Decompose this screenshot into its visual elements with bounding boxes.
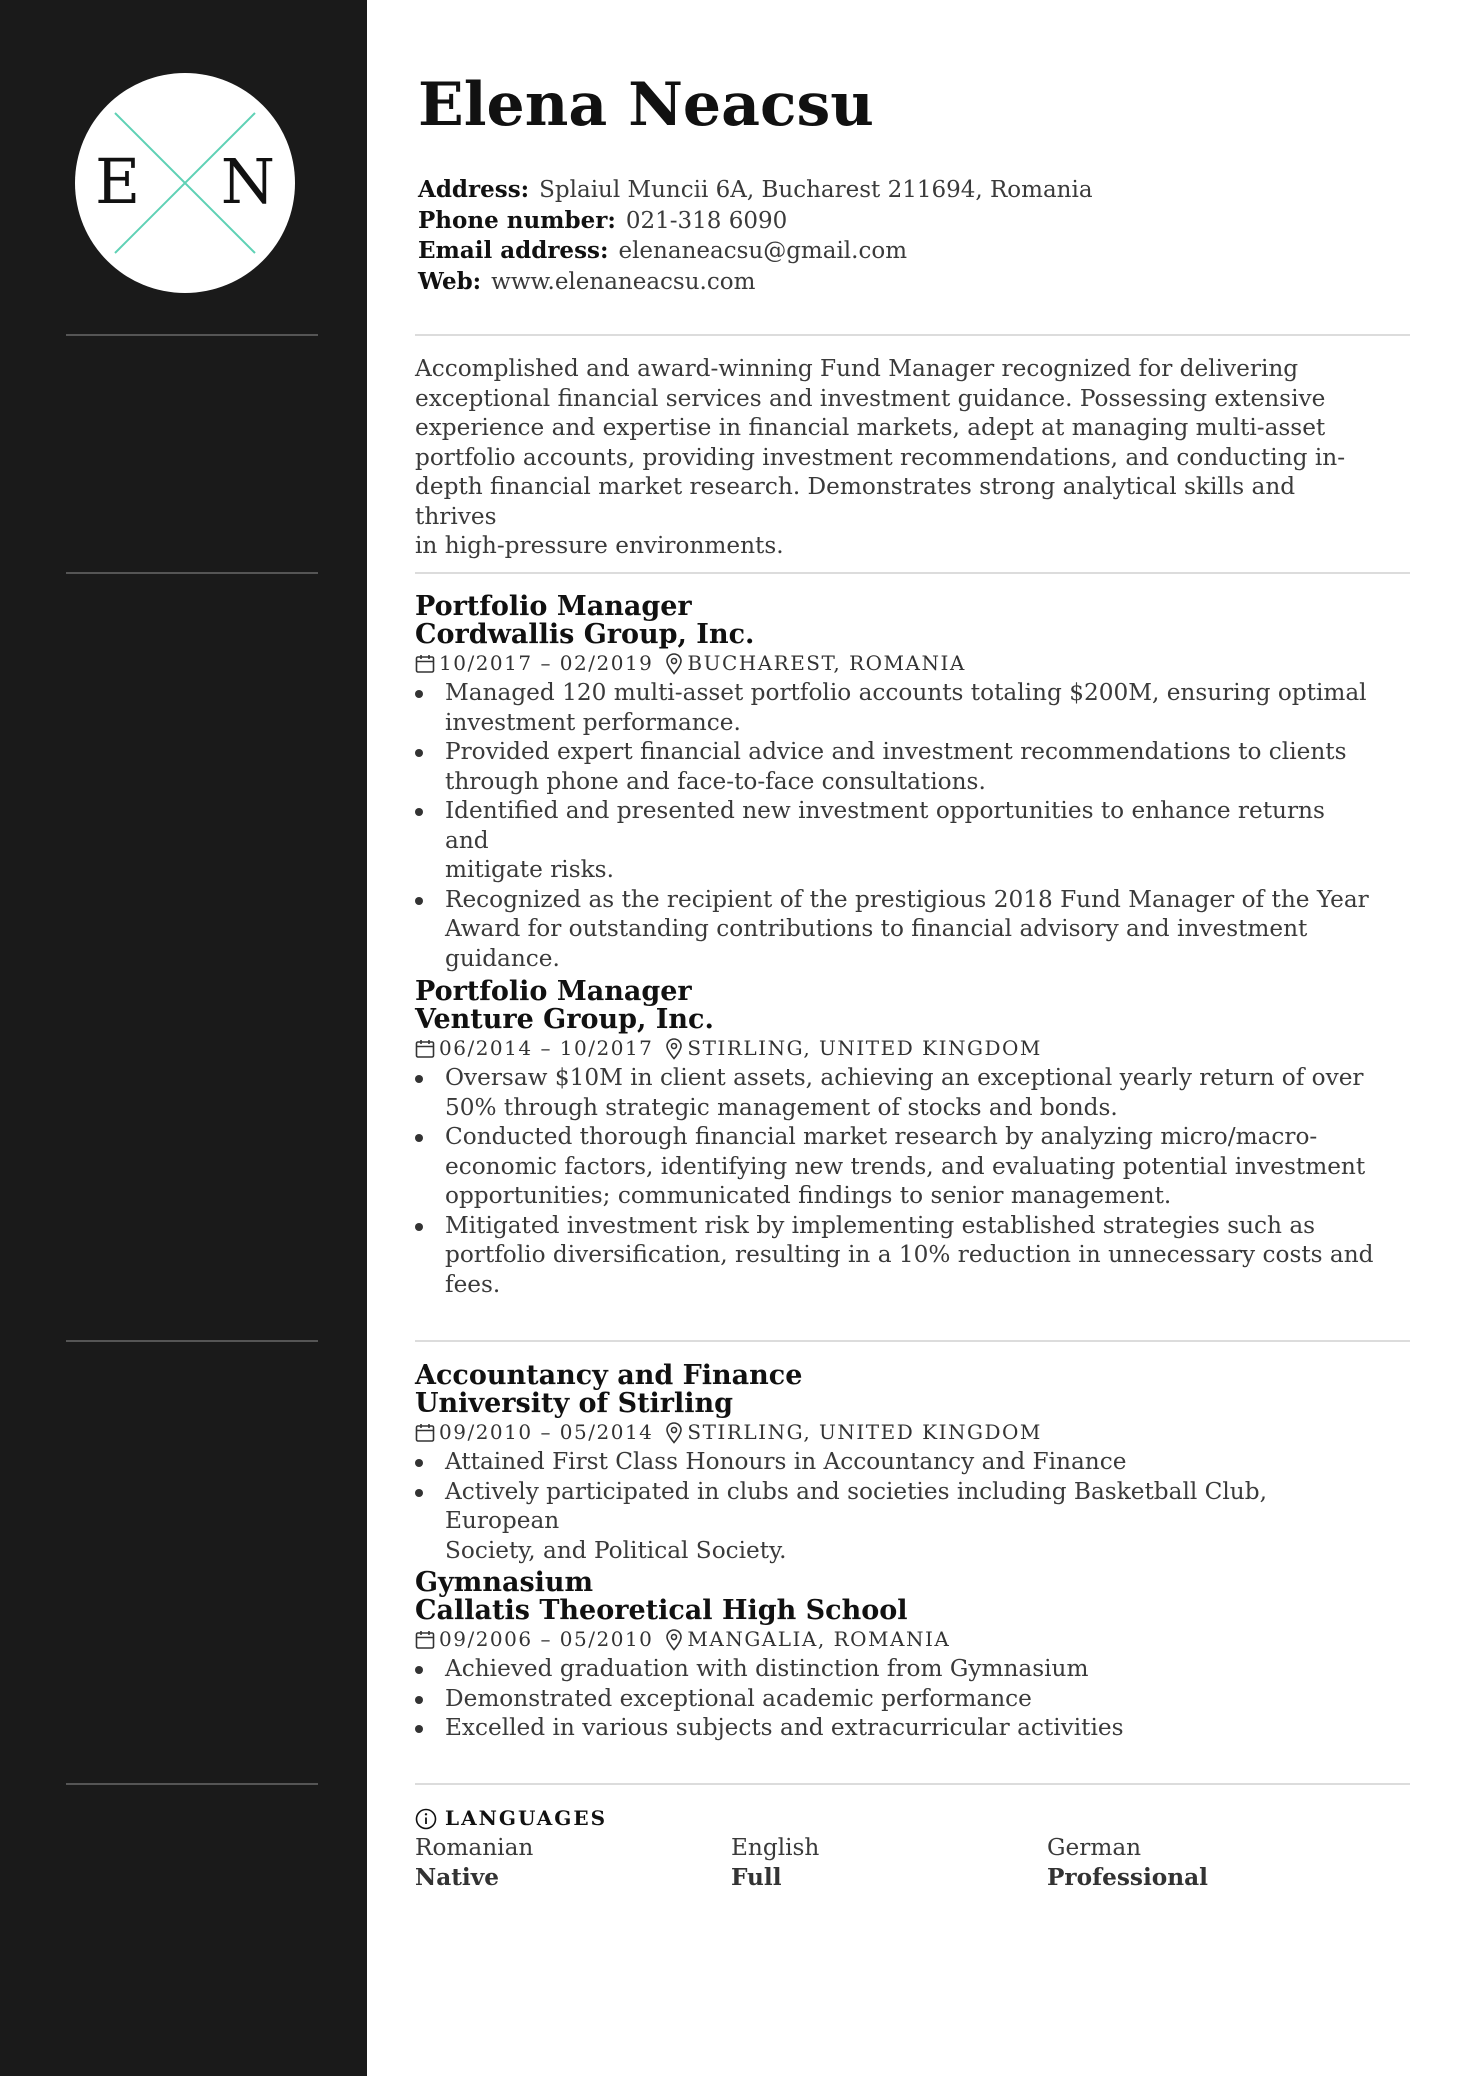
monogram-letter-right: N [220,144,275,218]
bullet-line: guidance. [445,944,560,972]
degree-title: Accountancy and Finance [415,1360,803,1391]
profile-section [415,354,1375,561]
profile-line: in high-pressure environments. [415,532,784,559]
school-name: Callatis Theoretical High School [415,1595,908,1626]
bullet-line: Recognized as the recipient of the prestigious 2018 Fund Manager of the Year [445,885,1369,913]
bullet-line: Attained First Class Honours in Accountancy and Finance [445,1448,1127,1475]
calendar-icon [415,1039,435,1059]
bullet-line: Award for outstanding contributions to financial advisory and investment [445,915,1308,942]
monogram [75,73,295,293]
language-level: Native [415,1863,499,1891]
section-divider [415,334,1410,336]
monogram-letter-left: E [95,144,141,218]
profile-line: Accomplished and award-winning Fund Manager recognized for delivering [415,355,1299,382]
entry-location: STIRLING, UNITED KINGDOM [687,1036,1042,1060]
contact-label: Web: [418,267,482,295]
employer: Cordwallis Group, Inc. [415,619,755,650]
contact-row-email [418,236,1093,267]
job-title: Portfolio Manager [415,976,692,1007]
list-item [415,678,1375,737]
language-level: Professional [1047,1863,1208,1891]
list-item [415,1477,1375,1566]
list-item [415,796,1375,885]
language-item [1047,1833,1363,1892]
bullet-line: Provided expert financial advice and investment recommendations to clients [445,738,1347,765]
sidebar-divider [66,1783,318,1785]
language-name: Romanian [415,1834,534,1861]
entry-location-wrap [665,649,965,678]
section-divider [415,1340,1410,1342]
list-item [415,1447,1375,1477]
info-icon [415,1808,437,1830]
entry-location: STIRLING, UNITED KINGDOM [687,1420,1042,1444]
calendar-icon [415,654,435,674]
sidebar-divider [66,1340,318,1342]
entry-meta [415,1418,1375,1447]
entry-dates: 10/2017 – 02/2019 [439,651,654,675]
language-item [731,1833,1047,1892]
entry-meta [415,1625,1375,1654]
sidebar-divider [66,572,318,574]
entry-location-wrap [665,1625,950,1654]
degree-title: Gymnasium [415,1567,594,1598]
language-item [415,1833,731,1892]
section-divider [415,572,1410,574]
list-item [415,1063,1375,1122]
map-pin-icon [665,1629,683,1651]
languages-grid [415,1833,1375,1892]
contact-label: Address: [418,176,530,203]
job-title: Portfolio Manager [415,591,692,622]
bullet-list [415,678,1375,973]
bullet-line: Identified and presented new investment opportunities to enhance returns and [445,797,1325,854]
bullet-line: fees. [445,1270,501,1298]
bullet-list [415,1654,1375,1743]
contact-label: Phone number: [418,206,616,234]
list-item [415,1684,1375,1714]
bullet-line: Society, and Political Society. [445,1536,787,1564]
list-item [415,885,1375,974]
list-item [415,1713,1375,1743]
contact-row-web [418,267,1093,298]
map-pin-icon [665,1038,683,1060]
language-name: German [1047,1834,1142,1861]
bullet-line: investment performance. [445,708,741,736]
education-entry [415,1569,1375,1743]
entry-location-wrap [665,1418,1041,1447]
profile-text [415,354,1375,561]
bullet-line: Achieved graduation with distinction from Gymnasium [445,1655,1089,1682]
bullet-line: Managed 120 multi-asset portfolio accounts totaling $200M, ensuring optimal [445,679,1367,706]
bullet-line: through phone and face-to-face consultations. [445,767,986,795]
employer: Venture Group, Inc. [415,1004,714,1035]
calendar-icon [415,1423,435,1443]
bullet-line: Actively participated in clubs and societies including Basketball Club, European [445,1477,1267,1534]
contact-block [418,175,1093,297]
entry-dates: 09/2006 – 05/2010 [439,1627,654,1651]
bullet-list [415,1063,1375,1299]
contact-value: Splaiul Muncii 6A, Bucharest 211694, Romania [539,177,1093,203]
bullet-line: Conducted thorough financial market research by analyzing micro/macro- [445,1123,1318,1150]
bullet-line: economic factors, identifying new trends, and evaluating potential investment [445,1152,1366,1180]
work-entry [415,978,1375,1299]
entry-location: BUCHAREST, ROMANIA [687,651,966,675]
entry-dates: 06/2014 – 10/2017 [439,1036,654,1060]
profile-line: exceptional financial services and investment guidance. Possessing extensive [415,384,1326,412]
bullet-line: Excelled in various subjects and extracurricular activities [445,1714,1124,1741]
entry-meta [415,649,1375,678]
languages-heading [415,1804,1375,1833]
bullet-line: portfolio diversification, resulting in a 10% reduction in unnecessary costs and [445,1241,1374,1268]
bullet-line: Mitigated investment risk by implementing established strategies such as [445,1211,1316,1239]
bullet-line: opportunities; communicated findings to senior management. [445,1182,1172,1209]
list-item [415,1122,1375,1211]
contact-value: www.elenaneacsu.com [491,268,756,295]
sidebar-divider [66,334,318,336]
map-pin-icon [665,653,683,675]
entry-dates: 09/2010 – 05/2014 [439,1420,654,1444]
bullet-list [415,1447,1375,1565]
profile-line: experience and expertise in financial markets, adept at managing multi-asset [415,414,1326,441]
bullet-line: Oversaw $10M in client assets, achieving an exceptional yearly return of over [445,1064,1364,1091]
contact-row-address [418,175,1093,206]
contact-value: elenaneacsu@gmail.com [618,238,908,264]
entry-meta [415,1034,1375,1063]
language-level: Full [731,1863,782,1891]
candidate-name: Elena Neacsu [418,70,874,140]
profile-line: depth financial market research. Demonstrates strong analytical skills and thrives [415,473,1296,530]
languages-heading-text: LANGUAGES [445,1806,608,1830]
contact-value: 021-318 6090 [625,207,788,234]
sidebar [0,0,367,2076]
entry-location-wrap [665,1034,1041,1063]
bullet-line: mitigate risks. [445,856,614,883]
school-name: University of Stirling [415,1388,734,1419]
language-name: English [731,1834,820,1861]
skills-section [415,1804,1375,1892]
bullet-line: 50% through strategic management of stocks and bonds. [445,1093,1118,1121]
contact-row-phone [418,206,1093,237]
work-entry [415,593,1375,973]
map-pin-icon [665,1422,683,1444]
profile-line: portfolio accounts, providing investment recommendations, and conducting in- [415,443,1346,471]
calendar-icon [415,1630,435,1650]
education-entry [415,1362,1375,1565]
bullet-line: Demonstrated exceptional academic performance [445,1684,1032,1712]
list-item [415,1654,1375,1684]
contact-label: Email address: [418,237,609,264]
list-item [415,737,1375,796]
entry-location: MANGALIA, ROMANIA [687,1627,951,1651]
list-item [415,1211,1375,1300]
section-divider [415,1783,1410,1785]
